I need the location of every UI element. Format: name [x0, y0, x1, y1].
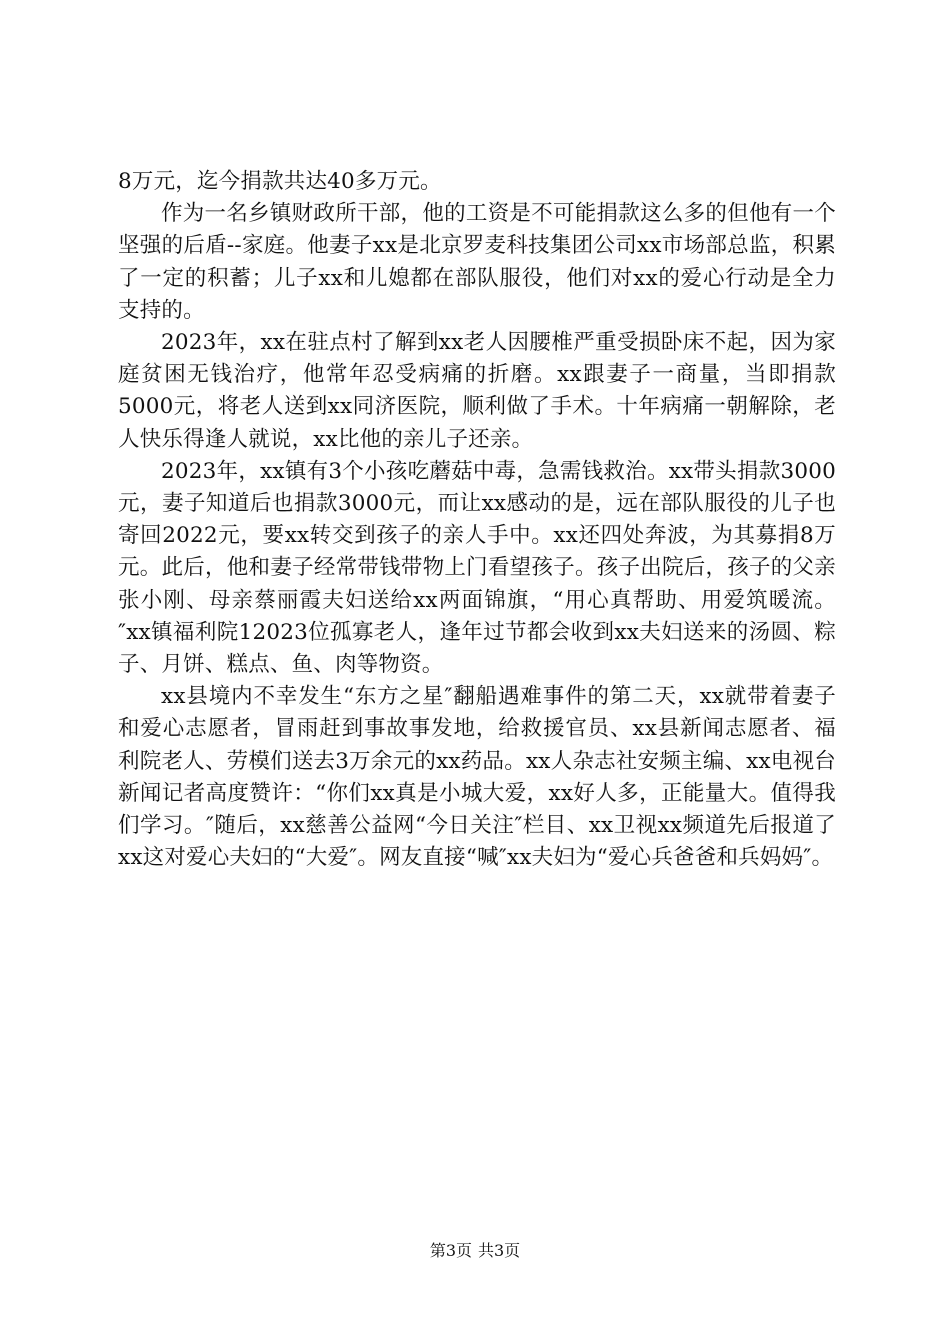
page-number: 第3页 — [429, 1241, 472, 1260]
paragraph-continuation: 8万元，迄今捐款共达40多万元。 — [118, 169, 442, 194]
paragraph-eastern-star: xx县境内不幸发生“东方之星″翻船遇难事件的第二天，xx就带着妻子和爱心志愿者，冒雨赶到事故事发地，给救援官员、xx县新闻志愿者、福利院老人、劳模们送去3万余元的xx药品。xx人杂志社安频主编、xx电视台新闻记者高度赞许：“你们xx真是小城大爱，xx好人多，正能量大。值得我们学习。″随后，xx慈善公益网“今日关注″栏目、xx卫视xx频道先后报道了xx这对爱心夫妇的“大爱″。网友直接“喊″xx夫妇为“爱心兵爸爸和兵妈妈″。 — [118, 684, 836, 871]
document-body — [118, 166, 836, 874]
page-total: 共3页 — [478, 1241, 521, 1260]
page-footer — [0, 1240, 950, 1262]
paragraph-elderly-surgery: 2023年，xx在驻点村了解到xx老人因腰椎严重受损卧床不起，因为家庭贫困无钱治疗，他常年忍受病痛的折磨。xx跟妻子一商量，当即捐款5000元，将老人送到xx同济医院，顺利做了手术。十年病痛一朝解除，老人快乐得逢人就说，xx比他的亲儿子还亲。 — [118, 330, 836, 452]
paragraph-children-poisoning: 2023年，xx镇有3个小孩吃蘑菇中毒，急需钱救治。xx带头捐款3000元，妻子知道后也捐款3000元，而让xx感动的是，远在部队服役的儿子也寄回2022元，要xx转交到孩子的亲人手中。xx还四处奔波，为其募捐8万元。此后，他和妻子经常带钱带物上门看望孩子。孩子出院后，孩子的父亲张小刚、母亲蔡丽霞夫妇送给xx两面锦旗，“用心真帮助、用爱筑暖流。″xx镇福利院12023位孤寡老人，逢年过节都会收到xx夫妇送来的汤圆、粽子、月饼、糕点、鱼、肉等物资。 — [118, 458, 836, 678]
paragraph-family-support: 作为一名乡镇财政所干部，他的工资是不可能捐款这么多的但他有一个坚强的后盾--家庭。他妻子xx是北京罗麦科技集团公司xx市场部总监，积累了一定的积蓄；儿子xx和儿媳都在部队服役，他们对xx的爱心行动是全力支持的。 — [118, 201, 836, 323]
